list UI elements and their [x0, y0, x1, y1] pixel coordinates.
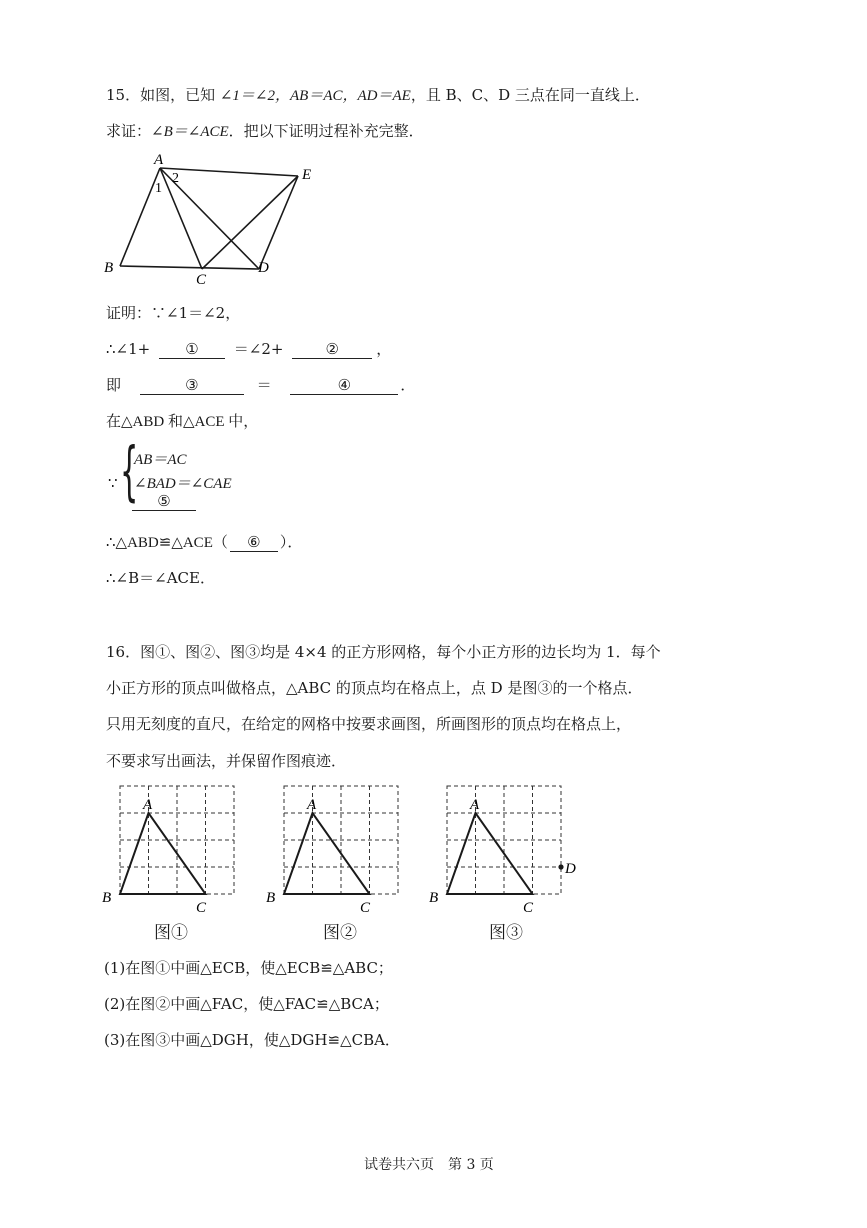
label-e: E	[302, 167, 312, 183]
concl1-pre: ∴△ABD≌△ACE（	[106, 535, 228, 551]
q15-proof-step4: 在△ABD 和△ACE 中，	[106, 414, 259, 430]
q16-line2: 小正方形的顶点叫做格点，△ABC 的顶点均在格点上，点 D 是图③的一个格点．	[106, 679, 643, 697]
q16-task-3: (3)在图③中画△DGH，使△DGH≌△CBA．	[104, 1031, 400, 1049]
grid2-label-b: B	[266, 890, 276, 906]
grid3-label-b: B	[429, 890, 439, 906]
q15-proof-intro: 证明：∵∠1＝∠2，	[106, 304, 241, 322]
q15-conclusion-2: ∴∠B＝∠ACE．	[106, 569, 215, 587]
q15-sys2: ∠BAD＝∠CAE	[134, 476, 232, 492]
label-a: A	[154, 152, 164, 168]
segment-ab	[120, 168, 160, 266]
point-d-dot	[558, 864, 563, 869]
grid-figure-1	[98, 780, 248, 920]
blank-4: ④	[290, 377, 398, 395]
grid1-label-c: C	[196, 900, 207, 916]
step2-mid: ＝∠2+	[233, 340, 284, 358]
label-b: B	[104, 260, 114, 276]
grid2-label-a: A	[307, 797, 317, 813]
grid-figure-3	[425, 780, 585, 920]
blank-1: ①	[159, 341, 225, 359]
triangle-abc	[284, 813, 370, 894]
q16-line4: 不要求写出画法，并保留作图痕迹．	[106, 752, 347, 770]
blank-6: ⑥	[230, 534, 278, 552]
triangle-abc	[120, 813, 206, 894]
q15-sys1: AB＝AC	[134, 452, 187, 468]
q15-proof-step2	[106, 338, 391, 359]
q16-line1: 16．图①、图②、图③均是 4×4 的正方形网格，每个小正方形的边长均为 1．每个	[106, 643, 661, 661]
q15-system-brace: {	[120, 435, 139, 509]
step3-pre: 即	[106, 376, 122, 394]
blank-5: ⑤	[132, 493, 196, 511]
segment-bd	[120, 266, 259, 269]
q15-given: ∠1＝∠2，AB＝AC，AD＝AE	[219, 88, 411, 104]
q15-conclusion-1	[106, 531, 302, 552]
grid1-label-a: A	[143, 797, 153, 813]
blank-3: ③	[140, 377, 244, 395]
q16-line3: 只用无刻度的直尺，在给定的网格中按要求画图，所画图形的顶点均在格点上，	[106, 715, 632, 733]
grid3-label-c: C	[523, 900, 534, 916]
segment-de	[259, 176, 298, 269]
blank-2: ②	[292, 341, 372, 359]
segment-ce	[202, 176, 298, 269]
grid2-label-c: C	[360, 900, 371, 916]
q15-proof-step3	[106, 374, 415, 395]
label-c: C	[196, 272, 207, 288]
angle-label-2: 2	[172, 171, 179, 186]
q16-task-1: (1)在图①中画△ECB，使△ECB≌△ABC；	[104, 959, 393, 977]
q15-because: ∵	[108, 474, 118, 492]
q15-figure	[100, 148, 330, 288]
q15-line1-post: ，且 B、C、D 三点在同一直线上．	[410, 86, 650, 104]
q15-line1	[106, 84, 650, 105]
grid-caption-3: 图③	[489, 923, 523, 943]
segment-ac	[160, 168, 202, 269]
grid-figure-2	[262, 780, 412, 920]
concl1-post: ）．	[279, 533, 303, 551]
q15-line1-pre: 15．如图，已知	[106, 86, 220, 104]
grid-caption-1: 图①	[154, 923, 188, 943]
step3-end: ．	[400, 376, 416, 394]
angle-label-1: 1	[155, 181, 162, 196]
q15-goal: ∠B＝∠ACE	[151, 124, 229, 140]
grid3-label-a: A	[470, 797, 480, 813]
grid1-label-b: B	[102, 890, 112, 906]
step2-end: ，	[376, 340, 392, 358]
grid3-label-d: D	[565, 861, 576, 877]
triangle-abc	[447, 813, 533, 894]
segment-ae	[160, 168, 298, 176]
step2-pre: ∴∠1+	[106, 340, 151, 358]
q15-line2	[106, 120, 424, 141]
q15-line2-post: ．把以下证明过程补充完整．	[228, 122, 424, 140]
q16-task-2: (2)在图②中画△FAC，使△FAC≌△BCA；	[104, 995, 389, 1013]
q15-line2-pre: 求证：	[106, 122, 152, 140]
grid-caption-2: 图②	[323, 923, 357, 943]
label-d: D	[258, 260, 269, 276]
step3-mid: ＝	[256, 376, 272, 394]
page-footer: 试卷共六页 第 3 页	[364, 1157, 494, 1173]
